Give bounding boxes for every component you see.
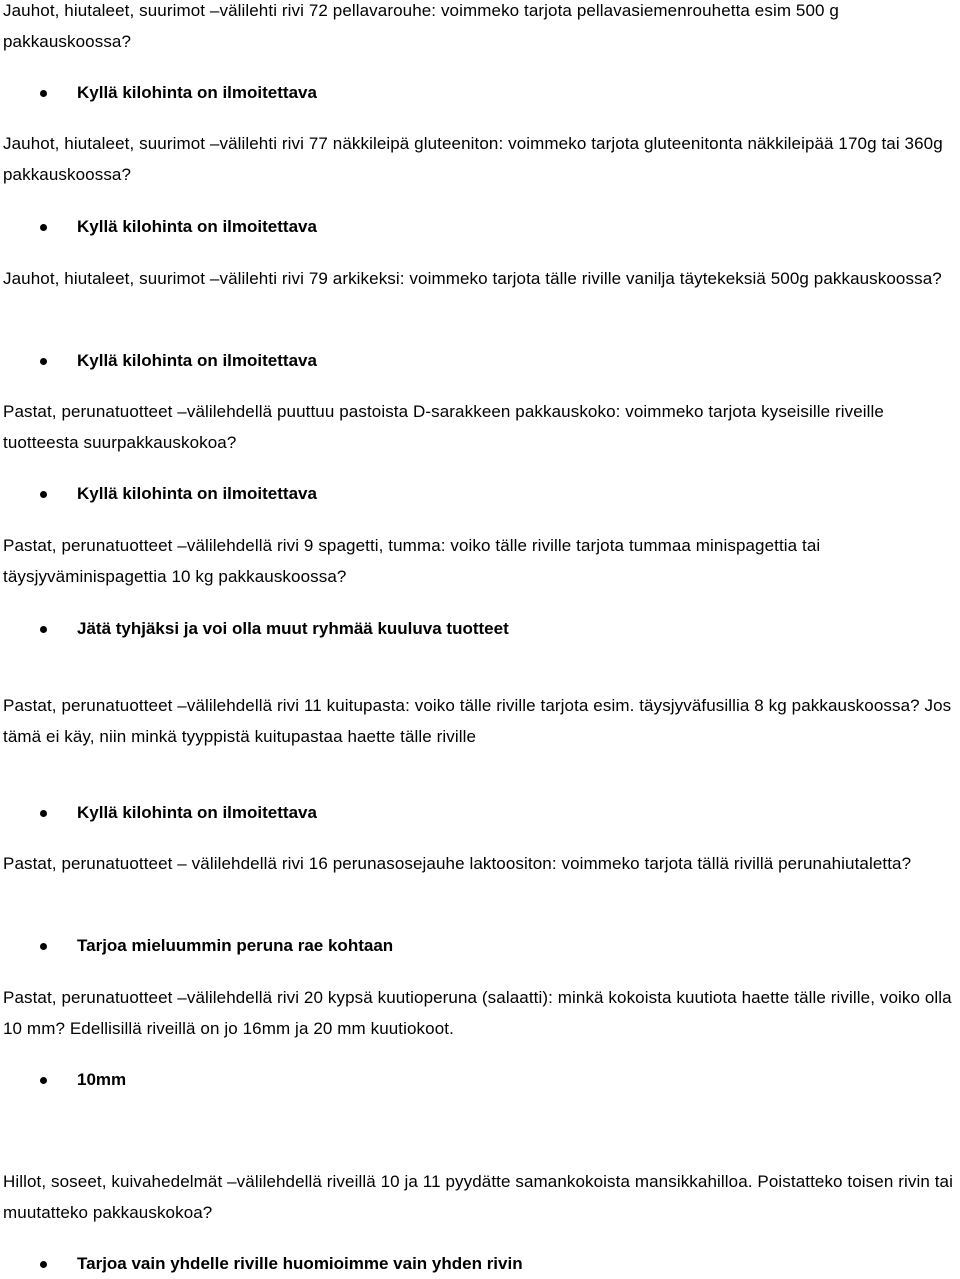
answer-text: Kyllä kilohinta on ilmoitettava: [77, 217, 317, 236]
bullet-icon: [40, 810, 47, 817]
question-paragraph: Pastat, perunatuotteet –välilehdellä rivi 20 kypsä kuutioperuna (salaatti): minkä kokoista kuutiota haette tälle riville, voiko olla 10 mm? Edellisillä riveillä on jo 16mm ja 20 mm kuutiokoot.: [3, 988, 952, 1038]
bullet-icon: [40, 358, 47, 365]
question-paragraph: Pastat, perunatuotteet –välilehdellä rivi 11 kuitupasta: voiko tälle riville tarjota esim. täysjyväfusillia 8 kg pakkauskoossa? Jos tämä ei käy, niin minkä tyyppistä kuitupastaa haette tälle riville: [3, 696, 952, 746]
bullet-icon: [40, 90, 47, 97]
question-paragraph: Pastat, perunatuotteet –välilehdellä rivi 9 spagetti, tumma: voiko tälle riville tarjota tummaa minispagettia tai täysjyväminispagettia 10 kg pakkauskoossa?: [3, 536, 821, 586]
question-paragraph: Hillot, soseet, kuivahedelmät –välilehdellä riveillä 10 ja 11 pyydätte samankokoista mansikkahilloa. Poistatteko toisen rivin tai muutatteko pakkauskokoa?: [3, 1172, 953, 1222]
question-paragraph: Pastat, perunatuotteet –välilehdellä puuttuu pastoista D-sarakkeen pakkauskoko: voimmeko tarjota kyseisille riveille tuotteesta suurpakkauskokoa?: [3, 402, 884, 452]
bullet-icon: [40, 943, 47, 950]
answer-text: Kyllä kilohinta on ilmoitettava: [77, 484, 317, 503]
bullet-icon: [40, 1077, 47, 1084]
bullet-icon: [40, 491, 47, 498]
answer-text: Kyllä kilohinta on ilmoitettava: [77, 83, 317, 102]
bullet-icon: [40, 224, 47, 231]
question-paragraph: Jauhot, hiutaleet, suurimot –välilehti rivi 77 näkkileipä gluteeniton: voimmeko tarjota gluteenitonta näkkileipää 170g tai 360g pakkauskoossa?: [3, 134, 943, 184]
question-paragraph: Jauhot, hiutaleet, suurimot –välilehti rivi 72 pellavarouhe: voimmeko tarjota pellavasiemenrouhetta esim 500 g pakkauskoossa?: [3, 1, 839, 51]
answer-text: Jätä tyhjäksi ja voi olla muut ryhmää kuuluva tuotteet: [77, 619, 509, 638]
question-paragraph: Pastat, perunatuotteet – välilehdellä rivi 16 perunasosejauhe laktoositon: voimmeko tarjota tällä rivillä perunahiutaletta?: [3, 854, 912, 873]
answer-text: Tarjoa mieluummin peruna rae kohtaan: [77, 936, 394, 955]
bullet-icon: [40, 626, 47, 633]
answer-text: Kyllä kilohinta on ilmoitettava: [77, 803, 317, 822]
bullet-icon: [40, 1261, 47, 1268]
question-paragraph: Jauhot, hiutaleet, suurimot –välilehti rivi 79 arkikeksi: voimmeko tarjota tälle riville vanilja täytekeksiä 500g pakkauskoossa?: [3, 269, 942, 288]
answer-text: Tarjoa vain yhdelle riville huomioimme vain yhden rivin: [77, 1254, 523, 1273]
answer-text: Kyllä kilohinta on ilmoitettava: [77, 351, 317, 370]
answer-text: 10mm: [77, 1070, 127, 1089]
